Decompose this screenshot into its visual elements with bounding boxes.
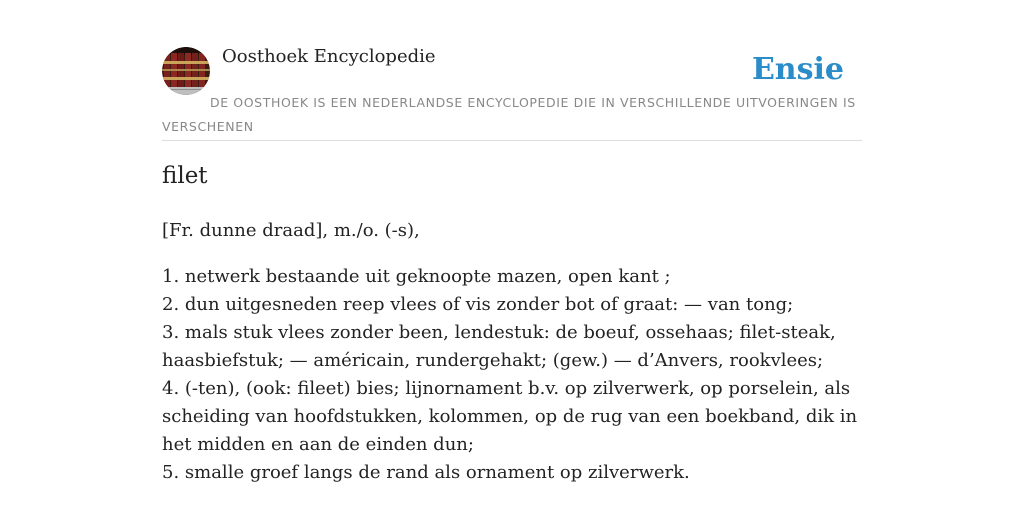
source-description: DE OOSTHOEK IS EEN NEDERLANDSE ENCYCLOPEDIE DIE IN VERSCHILLENDE UITVOERINGEN IS VERSCHENEN (162, 95, 856, 134)
encyclopedia-books-icon[interactable] (162, 47, 210, 95)
page-content (162, 0, 862, 483)
entry-etymology: [Fr. dunne draad], m./o. (-s), (162, 220, 420, 241)
ensie-logo[interactable]: Ensie (751, 52, 844, 87)
definition-item: 4. (-ten), (ook: fileet) bies; lijnornament b.v. op zilverwerk, op porselein, als scheiding van hoofdstukken, kolommen, op de rug van een boekband, dik in het midden en aan de einden dun; (162, 378, 858, 455)
definition-item: 1. netwerk bestaande uit geknoopte mazen, open kant ; (162, 266, 671, 287)
source-name[interactable]: Oosthoek Encyclopedie (222, 46, 436, 67)
entry-term: filet (162, 163, 208, 189)
definition-item: 3. mals stuk vlees zonder been, lendestuk: de boeuf, ossehaas; filet-steak, haasbiefstuk; — américain, rundergehakt; (gew.) — d’Anvers, rookvlees; (162, 322, 836, 371)
definition-item: 2. dun uitgesneden reep vlees of vis zonder bot of graat: — van tong; (162, 294, 794, 315)
definition-item: 5. smalle groef langs de rand als ornament op zilverwerk. (162, 462, 690, 483)
definition-list (162, 263, 862, 487)
source-header (162, 0, 862, 141)
